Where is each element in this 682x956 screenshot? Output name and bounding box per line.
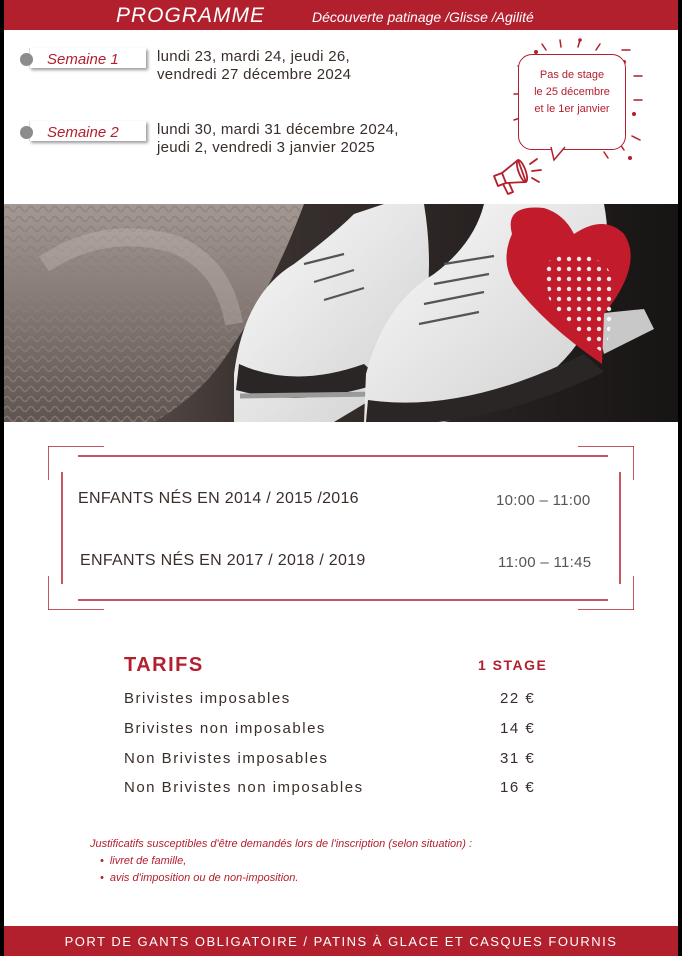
bubble-tail <box>550 146 570 162</box>
week-2-dates: lundi 30, mardi 31 décembre 2024, jeudi 2, vendredi 3 janvier 2025 <box>157 121 399 156</box>
bullet-icon <box>20 53 33 66</box>
tarif-name: Non Brivistes imposables <box>124 750 329 767</box>
week-2-label: Semaine 2 <box>47 124 119 141</box>
footer-bar <box>4 926 678 956</box>
week-1-tag <box>20 48 146 70</box>
note-item: • avis d'imposition ou de non-imposition. <box>100 870 650 887</box>
tarifs-column-header: 1 STAGE <box>478 657 548 673</box>
week-1-dates: lundi 23, mardi 24, jeudi 26, vendredi 27 décembre 2024 <box>157 48 352 83</box>
time-slot-frame <box>48 446 634 610</box>
group-1-label: ENFANTS NÉS EN 2014 / 2015 /2016 <box>78 490 359 507</box>
megaphone-icon <box>488 150 546 196</box>
page-title: PROGRAMME <box>116 4 266 27</box>
tarif-row <box>124 750 564 772</box>
tarif-price: 14 € <box>500 720 536 737</box>
note-intro: Justificatifs susceptibles d'être demandés lors de l'inscription (selon situation) : <box>90 838 473 850</box>
group-2-label: ENFANTS NÉS EN 2017 / 2018 / 2019 <box>80 552 366 569</box>
week-2-tag <box>20 121 146 143</box>
note-list <box>90 853 650 887</box>
header-bar <box>4 0 678 30</box>
flyer-page <box>4 0 678 956</box>
tarif-row <box>124 690 564 712</box>
bullet-icon <box>20 126 33 139</box>
tarif-name: Brivistes non imposables <box>124 720 326 737</box>
no-class-notice: Pas de stage le 25 décembre et le 1er janvier <box>518 54 626 150</box>
footer-text: PORT DE GANTS OBLIGATOIRE / PATINS À GLACE ET CASQUES FOURNIS <box>64 934 618 949</box>
page-subtitle: Découverte patinage /Glisse /Agilité <box>312 9 534 25</box>
tarif-row <box>124 779 564 801</box>
week-1-label: Semaine 1 <box>47 51 119 68</box>
note-item: • livret de famille, <box>100 853 650 870</box>
group-1-time: 10:00 – 11:00 <box>496 492 591 509</box>
tarifs-title: TARIFS <box>124 654 204 676</box>
tarif-price: 31 € <box>500 750 536 767</box>
documents-note <box>90 836 650 887</box>
ice-skates-photo <box>4 204 678 422</box>
tarif-name: Non Brivistes non imposables <box>124 779 364 796</box>
group-2-time: 11:00 – 11:45 <box>498 554 592 571</box>
tarif-price: 22 € <box>500 690 536 707</box>
tarif-row <box>124 720 564 742</box>
tarif-name: Brivistes imposables <box>124 690 291 707</box>
tarif-price: 16 € <box>500 779 536 796</box>
